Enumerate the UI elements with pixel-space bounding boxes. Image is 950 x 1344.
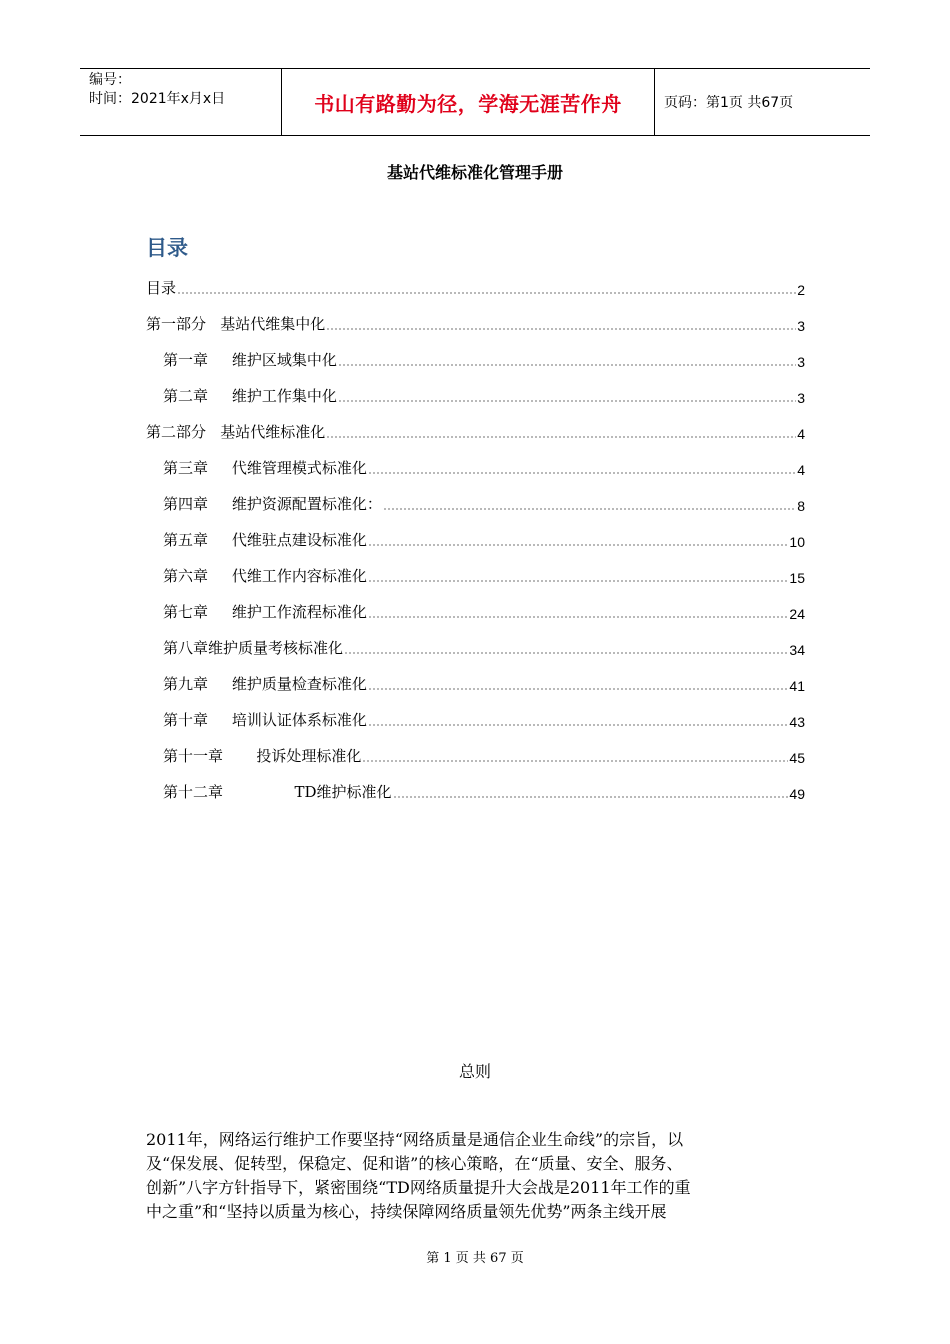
toc-entry-page: 34	[789, 642, 805, 658]
toc-entry-page: 4	[797, 462, 805, 478]
header-right-cell	[655, 69, 870, 135]
toc-dot-leader	[368, 616, 789, 618]
toc-entry-page: 4	[797, 426, 805, 442]
toc-entry-page: 2	[797, 282, 805, 298]
toc-entry[interactable]	[146, 276, 805, 298]
toc-entry[interactable]	[146, 420, 805, 442]
toc-dot-leader	[368, 724, 789, 726]
toc-dot-leader	[344, 652, 788, 654]
toc-entry-page: 15	[789, 570, 805, 586]
toc-entry[interactable]	[163, 384, 805, 406]
toc-entry[interactable]	[163, 564, 805, 586]
toc-heading: 目录	[146, 236, 188, 260]
general-principles-paragraph	[146, 1128, 806, 1224]
toc-entry-page: 45	[789, 750, 805, 766]
page-footer: 第 1 页 共 67 页	[426, 1251, 524, 1266]
toc-entry[interactable]	[163, 636, 805, 658]
toc-entry-label: 第一章 维护区域集中化	[163, 351, 337, 369]
toc-dot-leader	[177, 292, 796, 294]
toc-entry[interactable]	[163, 672, 805, 694]
toc-entry-page: 49	[789, 786, 805, 802]
toc-entry-label: 第六章 代维工作内容标准化	[163, 567, 367, 585]
toc-dot-leader	[326, 436, 796, 438]
toc-entry-label: 第十一章 投诉处理标准化	[163, 747, 362, 765]
toc-entry[interactable]	[163, 744, 805, 766]
header-table	[80, 68, 870, 136]
toc-dot-leader	[368, 688, 789, 690]
header-left-cell	[80, 69, 281, 135]
header-motto-cell	[281, 69, 655, 135]
toc-dot-leader	[368, 544, 789, 546]
toc-entry[interactable]	[163, 492, 805, 514]
toc-entry-page: 43	[789, 714, 805, 730]
toc-entry-label: 第四章 维护资源配置标准化：	[163, 495, 382, 513]
paragraph-line: 创新”八字方针指导下，紧密围绕“TD网络质量提升大会战是2011年工作的重	[146, 1178, 691, 1197]
toc-entry-page: 3	[797, 318, 805, 334]
toc-entry-label: 第九章 维护质量检查标准化	[163, 675, 367, 693]
toc-dot-leader	[393, 796, 789, 798]
toc-entry-label: 第七章 维护工作流程标准化	[163, 603, 367, 621]
toc-entry-page: 41	[789, 678, 805, 694]
toc-entry[interactable]	[163, 528, 805, 550]
toc-entry[interactable]	[163, 348, 805, 370]
header-motto: 书山有路勤为径，学海无涯苦作舟	[314, 91, 622, 116]
toc-entry-label: 目录	[146, 279, 177, 297]
toc-entry-page: 3	[797, 390, 805, 406]
toc-entry-page: 10	[789, 534, 805, 550]
toc-entry-label: 第十章 培训认证体系标准化	[163, 711, 367, 729]
toc-entry-page: 3	[797, 354, 805, 370]
toc-entry[interactable]	[146, 312, 805, 334]
toc-dot-leader	[362, 760, 788, 762]
toc-entry-page: 8	[797, 498, 805, 514]
toc-entry[interactable]	[163, 708, 805, 730]
toc-dot-leader	[368, 472, 796, 474]
toc-entry[interactable]	[163, 456, 805, 478]
toc-entry[interactable]	[163, 780, 805, 802]
toc-dot-leader	[338, 364, 796, 366]
toc-dot-leader	[326, 328, 796, 330]
toc-entry[interactable]	[163, 600, 805, 622]
paragraph-line: 2011年，网络运行维护工作要坚持“网络质量是通信企业生命线”的宗旨，以	[146, 1130, 684, 1149]
paragraph-line: 中之重”和“坚持以质量为核心，持续保障网络质量领先优势”两条主线开展	[146, 1202, 667, 1221]
toc-entry-label: 第八章维护质量考核标准化	[163, 639, 344, 657]
toc-entry-label: 第二部分 基站代维标准化	[146, 423, 326, 441]
paragraph-line: 及“保发展、促转型，保稳定、促和谐”的核心策略，在“质量、安全、服务、	[146, 1154, 683, 1173]
document-title: 基站代维标准化管理手册	[386, 163, 563, 182]
toc-entry-page: 24	[789, 606, 805, 622]
toc-entry-label: 第二章 维护工作集中化	[163, 387, 337, 405]
toc-dot-leader	[383, 508, 796, 510]
document-date-label: 时间：2021年x月x日	[89, 91, 226, 107]
toc-dot-leader	[338, 400, 796, 402]
document-number-label: 编号：	[89, 72, 131, 88]
toc-dot-leader	[368, 580, 789, 582]
toc-entry-label: 第五章 代维驻点建设标准化	[163, 531, 367, 549]
toc-entry-label: 第三章 代维管理模式标准化	[163, 459, 367, 477]
toc-entry-label: 第十二章 TD维护标准化	[163, 783, 392, 801]
header-page-info: 页码：第1页 共67页	[664, 95, 794, 111]
toc-entry-label: 第一部分 基站代维集中化	[146, 315, 326, 333]
general-principles-title: 总则	[458, 1062, 491, 1081]
